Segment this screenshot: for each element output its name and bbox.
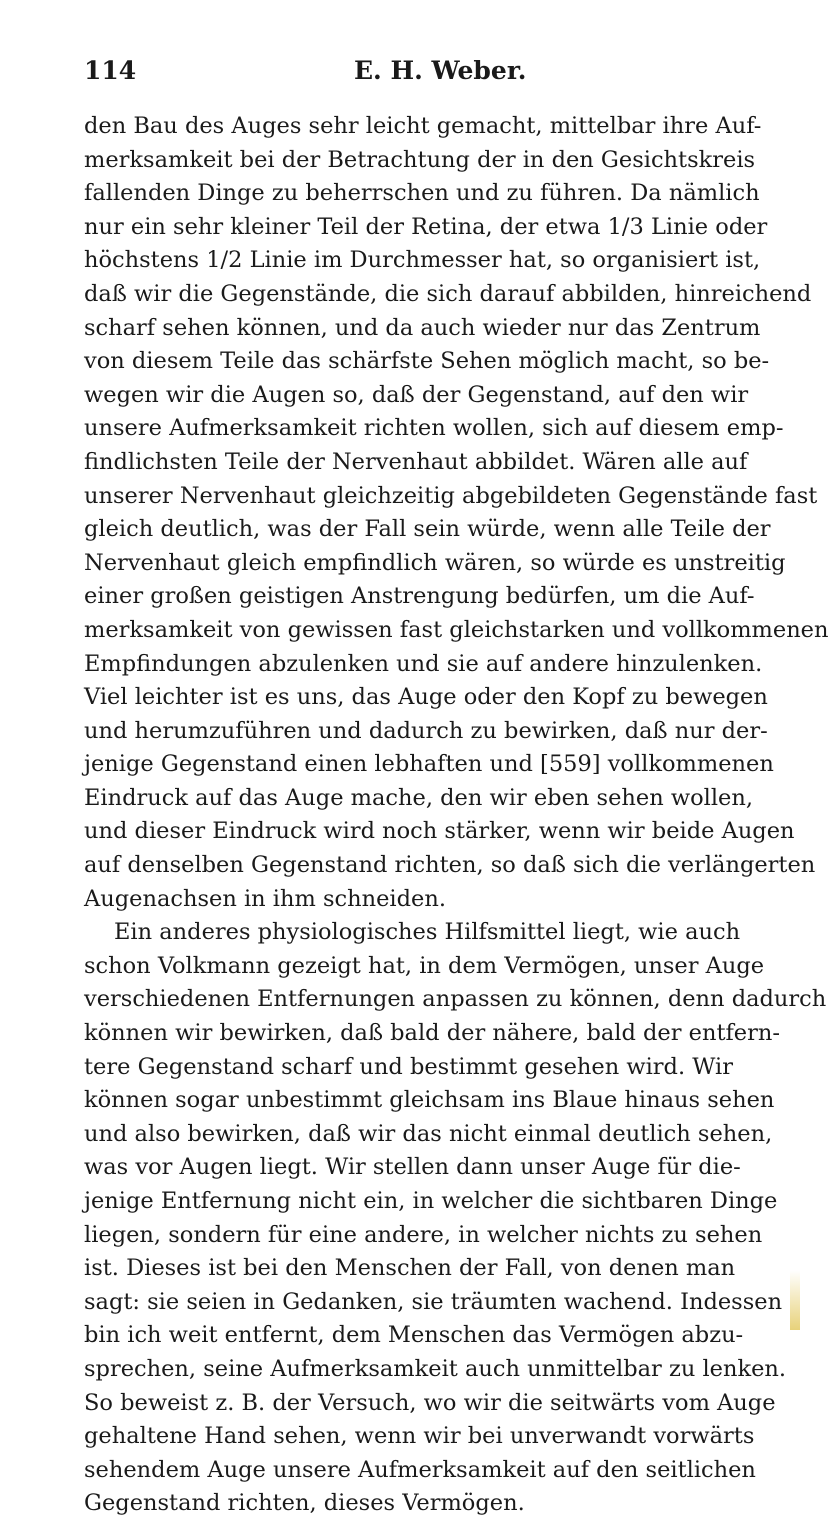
body-text [84,110,829,1521]
paragraph [84,110,829,916]
text-line: tere Gegenstand scharf und bestimmt gesehen wird. Wir [84,1053,733,1080]
text-line: und also bewirken, daß wir das nicht einmal deutlich sehen, [84,1120,773,1147]
text-line: auf denselben Gegenstand richten, so daß sich die verlängerten [84,852,816,879]
page-header [84,56,724,96]
text-line: nur ein sehr kleiner Teil der Retina, der etwa 1/3 Linie oder [84,213,768,240]
text-line: ist. Dieses ist bei den Menschen der Fall, von denen man [84,1255,736,1282]
text-line: daß wir die Gegenstände, die sich darauf abbilden, hinreichend [84,280,812,307]
text-line: verschiedenen Entfernungen anpassen zu können, denn dadurch [84,986,827,1013]
text-line: So beweist z. B. der Versuch, wo wir die seitwärts vom Auge [84,1389,776,1416]
text-line: und herumzuführen und dadurch zu bewirken, daß nur der- [84,717,768,744]
text-line: Viel leichter ist es uns, das Auge oder den Kopf zu bewegen [84,684,768,711]
text-line: merksamkeit von gewissen fast gleichstarken und vollkommenen [84,616,829,643]
text-line: Eindruck auf das Auge mache, den wir eben sehen wollen, [84,784,753,811]
text-line: höchstens 1/2 Linie im Durchmesser hat, so organisiert ist, [84,247,761,274]
text-line: gehaltene Hand sehen, wenn wir bei unverwandt vorwärts [84,1423,755,1450]
text-line: sprechen, seine Aufmerksamkeit auch unmittelbar zu lenken. [84,1355,787,1382]
text-line: findlichsten Teile der Nervenhaut abbildet. Wären alle auf [84,448,748,475]
page-number: 114 [84,56,137,85]
text-line: fallenden Dinge zu beherrschen und zu führen. Da nämlich [84,180,760,207]
text-line: jenige Entfernung nicht ein, in welcher die sichtbaren Dinge [84,1188,778,1214]
text-line: Ein anderes physiologisches Hilfsmittel liegt, wie auch [114,919,741,946]
text-line: bin ich weit entfernt, dem Menschen das Vermögen abzu- [84,1322,744,1349]
text-line: sagt: sie seien in Gedanken, sie träumten wachend. Indessen [84,1288,783,1315]
text-line: gleich deutlich, was der Fall sein würde, wenn alle Teile der [84,516,771,543]
text-line: unserer Nervenhaut gleichzeitig abgebildeten Gegenstände fast [84,482,818,509]
page-edge-stain [790,1270,800,1330]
text-line: können sogar unbestimmt gleichsam ins Blaue hinaus sehen [84,1087,775,1114]
paragraph [84,916,827,1521]
running-head: E. H. Weber. [354,56,527,85]
text-line: Gegenstand richten, dieses Vermögen. [84,1490,525,1517]
text-line: was vor Augen liegt. Wir stellen dann unser Auge für die- [84,1154,741,1181]
text-line: sehendem Auge unsere Aufmerksamkeit auf den seitlichen [84,1456,756,1483]
text-line: können wir bewirken, daß bald der nähere, bald der entfern- [84,1020,780,1047]
text-line: jenige Gegenstand einen lebhaften und [559] vollkommenen [84,751,774,778]
text-line: liegen, sondern für eine andere, in welcher nichts zu sehen [84,1221,763,1248]
text-line: Nervenhaut gleich empfindlich wären, so würde es unstreitig [84,549,786,576]
text-line: wegen wir die Augen so, daß der Gegenstand, auf den wir [84,381,749,408]
text-line: unsere Aufmerksamkeit richten wollen, sich auf diesem emp- [84,415,784,442]
text-line: einer großen geistigen Anstrengung bedürfen, um die Auf- [84,583,755,610]
text-line: schon Volkmann gezeigt hat, in dem Vermögen, unser Auge [84,952,765,979]
text-line: scharf sehen können, und da auch wieder nur das Zentrum [84,314,761,341]
text-line: Empfindungen abzulenken und sie auf andere hinzulenken. [84,650,763,677]
text-line: merksamkeit bei der Betrachtung der in den Gesichtskreis [84,146,756,173]
text-line: Augenachsen in ihm schneiden. [84,885,446,912]
text-line: von diesem Teile das schärfste Sehen möglich macht, so be- [84,348,770,375]
text-line: und dieser Eindruck wird noch stärker, wenn wir beide Augen [84,818,795,845]
text-line: den Bau des Auges sehr leicht gemacht, mittelbar ihre Auf- [84,113,762,139]
